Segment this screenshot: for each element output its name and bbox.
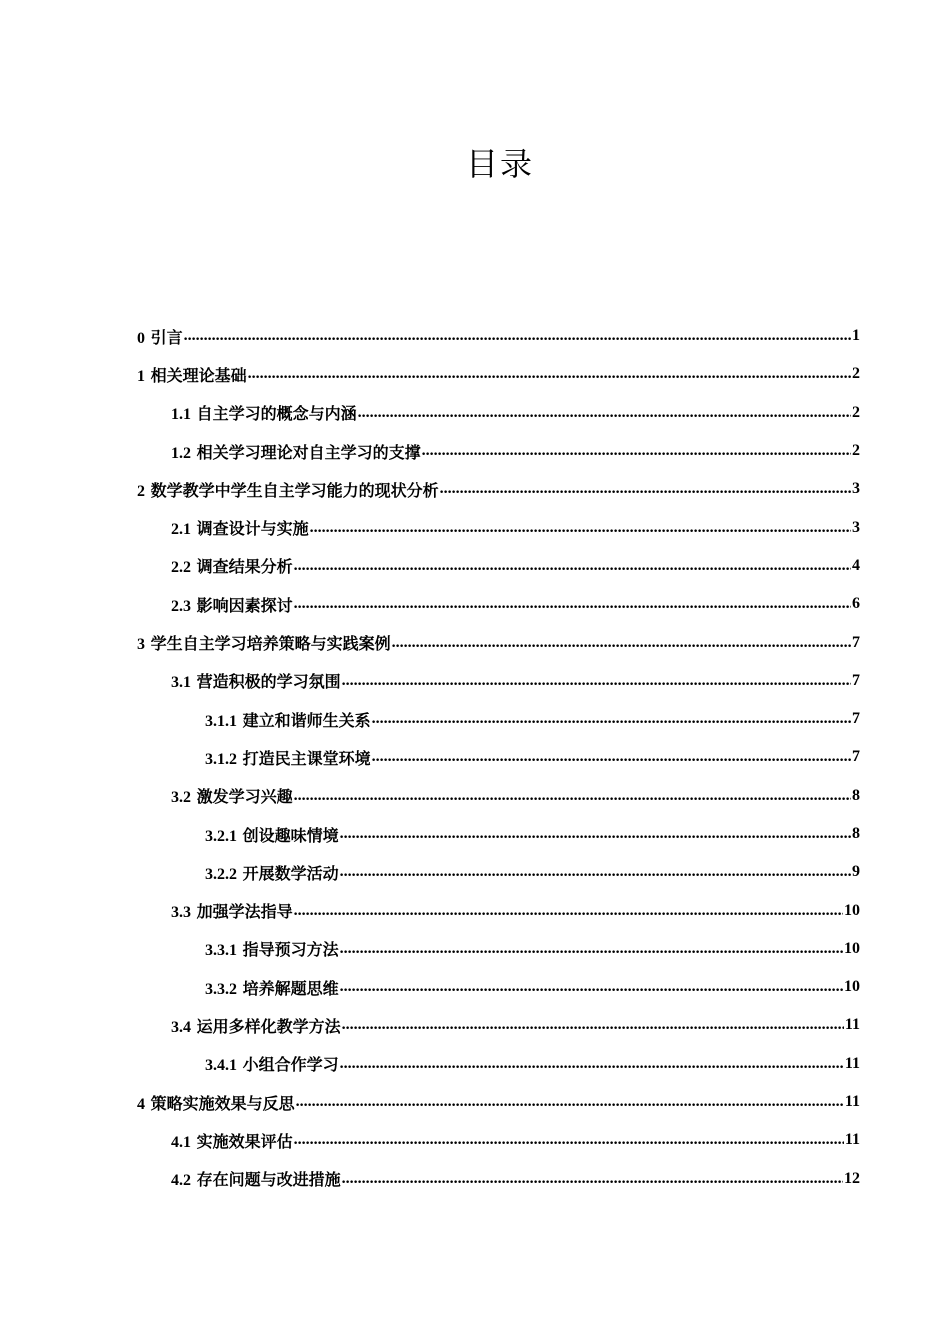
toc-entry-page-number: 2 bbox=[852, 442, 860, 460]
toc-entry[interactable] bbox=[137, 738, 860, 776]
toc-dot-leader bbox=[422, 442, 851, 460]
toc-entry-title: 小组合作学习 bbox=[242, 1055, 339, 1075]
toc-entry-label bbox=[171, 899, 293, 922]
toc-entry-title: 指导预习方法 bbox=[242, 940, 339, 960]
toc-entry-title: 打造民主课堂环境 bbox=[242, 748, 371, 768]
toc-dot-leader bbox=[294, 902, 843, 920]
toc-entry[interactable] bbox=[137, 777, 860, 815]
toc-entry-title: 开展数学活动 bbox=[242, 863, 339, 883]
toc-entry-title: 实施效果评估 bbox=[196, 1131, 293, 1151]
toc-entry-page-number: 11 bbox=[844, 1093, 860, 1111]
toc-dot-leader bbox=[294, 787, 851, 805]
toc-entry-label bbox=[137, 363, 247, 386]
toc-dot-leader bbox=[342, 672, 851, 690]
toc-entry-page-number: 7 bbox=[852, 710, 860, 728]
toc-entry-title: 调查结果分析 bbox=[196, 557, 293, 577]
toc-entry[interactable] bbox=[137, 470, 860, 508]
toc-entry-label bbox=[137, 631, 391, 654]
toc-entry-number: 3.4.1 bbox=[205, 1057, 237, 1075]
toc-entry-number: 4 bbox=[137, 1095, 145, 1113]
toc-entry-number: 3.1 bbox=[171, 674, 191, 692]
toc-entry[interactable] bbox=[137, 355, 860, 393]
toc-entry-title: 存在问题与改进措施 bbox=[196, 1170, 341, 1190]
toc-entry-number: 3 bbox=[137, 636, 145, 654]
toc-entry-title: 调查设计与实施 bbox=[196, 519, 309, 539]
toc-dot-leader bbox=[342, 1170, 843, 1188]
toc-entry[interactable] bbox=[137, 432, 860, 470]
toc-dot-leader bbox=[294, 557, 851, 575]
toc-entry-page-number: 8 bbox=[852, 786, 860, 804]
toc-entry-page-number: 11 bbox=[844, 1054, 860, 1072]
toc-entry-title: 策略实施效果与反思 bbox=[150, 1093, 295, 1113]
toc-entry[interactable] bbox=[137, 662, 860, 700]
toc-entry-number: 3.3.1 bbox=[205, 942, 237, 960]
toc-entry-label bbox=[137, 325, 183, 348]
toc-entry-number: 2 bbox=[137, 482, 145, 500]
toc-entry-page-number: 9 bbox=[852, 863, 860, 881]
toc-entry-label bbox=[205, 861, 339, 884]
toc-entry-number: 1.2 bbox=[171, 444, 191, 462]
toc-entry-page-number: 12 bbox=[844, 1169, 860, 1187]
toc-dot-leader bbox=[358, 404, 851, 422]
toc-entry-title: 运用多样化教学方法 bbox=[196, 1016, 341, 1036]
toc-entry-label bbox=[205, 1052, 339, 1075]
toc-entry-page-number: 3 bbox=[852, 518, 860, 536]
toc-entry-label bbox=[171, 554, 293, 577]
toc-entry-title: 相关理论基础 bbox=[150, 365, 247, 385]
toc-entry-number: 1.1 bbox=[171, 406, 191, 424]
toc-entry-page-number: 6 bbox=[852, 595, 860, 613]
toc-dot-leader bbox=[440, 480, 851, 498]
toc-entry-label bbox=[171, 669, 341, 692]
toc-entry[interactable] bbox=[137, 1121, 860, 1159]
toc-entry-page-number: 11 bbox=[844, 1016, 860, 1034]
toc-entry-label bbox=[171, 440, 421, 463]
toc-entry-title: 建立和谐师生关系 bbox=[242, 710, 371, 730]
toc-entry[interactable] bbox=[137, 623, 860, 661]
toc-entry-number: 3.1.2 bbox=[205, 750, 237, 768]
toc-entry[interactable] bbox=[137, 853, 860, 891]
toc-dot-leader bbox=[372, 748, 851, 766]
toc-entry-label bbox=[205, 708, 371, 731]
toc-entry[interactable] bbox=[137, 891, 860, 929]
toc-dot-leader bbox=[310, 519, 851, 537]
toc-entry-number: 3.4 bbox=[171, 1018, 191, 1036]
toc-entry-label bbox=[171, 401, 357, 424]
toc-entry[interactable] bbox=[137, 1045, 860, 1083]
toc-entry-number: 4.2 bbox=[171, 1172, 191, 1190]
toc-entry-title: 创设趣味情境 bbox=[242, 825, 339, 845]
toc-dot-leader bbox=[294, 1131, 844, 1149]
toc-dot-leader bbox=[392, 634, 851, 652]
toc-entry[interactable] bbox=[137, 317, 860, 355]
toc-entry[interactable] bbox=[137, 585, 860, 623]
toc-dot-leader bbox=[342, 1016, 844, 1034]
toc-entry-label bbox=[171, 784, 293, 807]
toc-entry-number: 3.2.2 bbox=[205, 865, 237, 883]
toc-entry-page-number: 10 bbox=[844, 901, 860, 919]
toc-entry-label bbox=[205, 976, 339, 999]
toc-entry-page-number: 7 bbox=[852, 671, 860, 689]
toc-entry[interactable] bbox=[137, 700, 860, 738]
toc-entry-page-number: 7 bbox=[852, 748, 860, 766]
toc-entry-page-number: 7 bbox=[852, 633, 860, 651]
toc-entry-number: 3.3.2 bbox=[205, 980, 237, 998]
toc-entry-title: 自主学习的概念与内涵 bbox=[196, 404, 357, 424]
toc-entry-title: 数学教学中学生自主学习能力的现状分析 bbox=[150, 480, 439, 500]
toc-entry-number: 2.1 bbox=[171, 521, 191, 539]
toc-entry-number: 1 bbox=[137, 367, 145, 385]
toc-dot-leader bbox=[340, 940, 843, 958]
toc-entry-title: 学生自主学习培养策略与实践案例 bbox=[150, 634, 391, 654]
toc-entry-label bbox=[205, 823, 339, 846]
toc-dot-leader bbox=[294, 595, 851, 613]
toc-entry-number: 3.2 bbox=[171, 789, 191, 807]
toc-entry[interactable] bbox=[137, 1006, 860, 1044]
toc-entry-title: 引言 bbox=[150, 327, 183, 347]
toc-entry-label bbox=[171, 593, 293, 616]
toc-entry-page-number: 8 bbox=[852, 825, 860, 842]
toc-entry-page-number: 10 bbox=[844, 939, 860, 957]
toc-entry-number: 0 bbox=[137, 329, 145, 347]
toc-entry-label bbox=[171, 516, 309, 539]
toc-entry[interactable] bbox=[137, 930, 860, 968]
toc-entry-label bbox=[205, 746, 371, 769]
toc-entry-label bbox=[137, 478, 439, 501]
toc-entry-page-number: 11 bbox=[844, 1131, 860, 1149]
toc-entry-label bbox=[137, 1091, 295, 1114]
toc-entry-label bbox=[171, 1129, 293, 1152]
toc-entry-page-number: 4 bbox=[852, 556, 860, 574]
toc-entry-number: 3.3 bbox=[171, 904, 191, 922]
toc-entry[interactable] bbox=[137, 1083, 860, 1121]
toc-entry[interactable] bbox=[137, 1160, 860, 1198]
toc-dot-leader bbox=[296, 1093, 844, 1111]
toc-entry-title: 相关学习理论对自主学习的支撑 bbox=[196, 442, 421, 462]
toc-entry-title: 培养解题思维 bbox=[242, 978, 339, 998]
toc-entry-number: 3.2.1 bbox=[205, 827, 237, 845]
toc-entry-label bbox=[205, 937, 339, 960]
toc-entry-title: 加强学法指导 bbox=[196, 902, 293, 922]
toc-entry-title: 影响因素探讨 bbox=[196, 595, 293, 615]
toc-entry-page-number: 10 bbox=[844, 978, 860, 996]
toc-entry[interactable] bbox=[137, 394, 860, 432]
toc-entry[interactable] bbox=[137, 508, 860, 546]
toc-dot-leader bbox=[372, 710, 851, 728]
toc-entry[interactable] bbox=[137, 815, 860, 853]
toc-entry-number: 2.3 bbox=[171, 597, 191, 615]
toc-dot-leader bbox=[340, 863, 851, 881]
toc-entry[interactable] bbox=[137, 547, 860, 585]
table-of-contents bbox=[137, 317, 860, 1198]
toc-entry-title: 营造积极的学习氛围 bbox=[196, 672, 341, 692]
toc-entry-number: 4.1 bbox=[171, 1133, 191, 1151]
page-title: 目录 bbox=[465, 145, 534, 183]
toc-entry-label bbox=[171, 1167, 341, 1190]
toc-entry-number: 2.2 bbox=[171, 559, 191, 577]
toc-dot-leader bbox=[340, 1055, 844, 1073]
toc-entry-title: 激发学习兴趣 bbox=[196, 787, 293, 807]
toc-entry-page-number: 2 bbox=[852, 403, 860, 421]
toc-entry-page-number: 3 bbox=[852, 480, 860, 498]
toc-dot-leader bbox=[184, 327, 851, 345]
toc-dot-leader bbox=[340, 978, 843, 996]
toc-entry-number: 3.1.1 bbox=[205, 712, 237, 730]
toc-entry-page-number: 2 bbox=[852, 365, 860, 383]
toc-entry-label bbox=[171, 1014, 341, 1037]
toc-dot-leader bbox=[248, 365, 851, 383]
toc-entry-page-number: 1 bbox=[852, 327, 860, 345]
toc-entry[interactable] bbox=[137, 968, 860, 1006]
toc-dot-leader bbox=[340, 825, 851, 843]
